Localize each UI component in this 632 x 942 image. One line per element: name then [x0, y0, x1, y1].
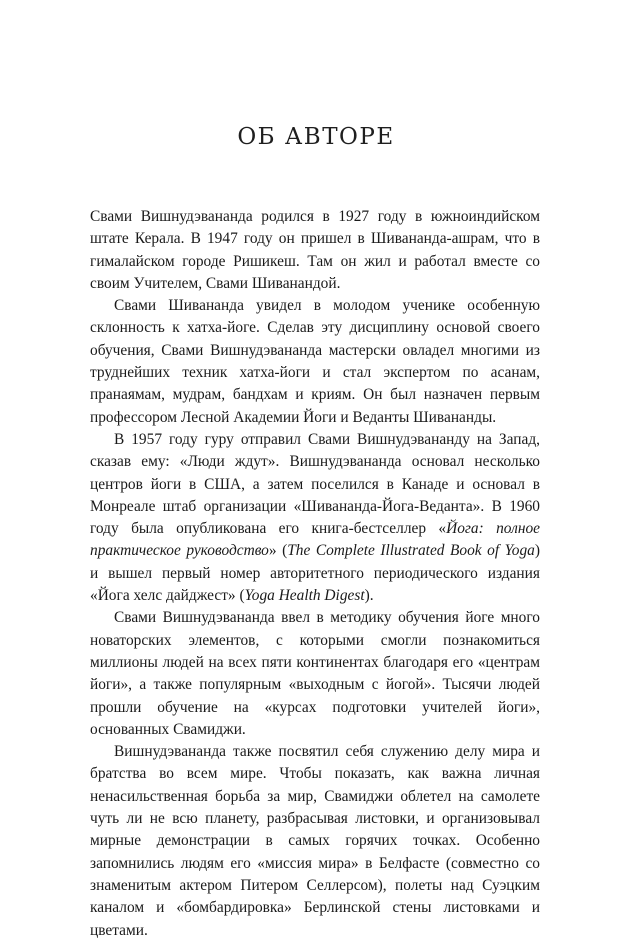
paragraph-2: Свами Шивананда увидел в молодом ученике особенную склонность к хатха-йоге. Сделав эту дисциплину основой своего обучения, Свами Вишнудэвананда мастерски овладел многими из труднейших техник хатха-йоги и стал экспертом по асанам, пранаямам, мудрам, бандхам и криям. Он был назначен первым профессором Лесной Академии Йоги и Веданты Шивананды.: [90, 297, 540, 426]
paragraph-3-text-b: » (: [268, 542, 288, 560]
chapter-title: ОБ АВТОРЕ: [237, 124, 395, 150]
paragraph-5: Вишнудэвананда также посвятил себя служению делу мира и братства во всем мире. Чтобы показать, как важна личная ненасильственная борьба за мир, Свамиджи облетел на самолете чуть ли не всю планету, разбрасывая листовки, и организовывал мирные демонстрации в самых горячих точках. Особенно запомнились людям его «миссия мира» в Белфасте (совместно со знаменитым актером Питером Селлерсом), полеты над Суэцким каналом и «бомбардировка» Берлинской стены листовками и цветами.: [90, 743, 540, 939]
book-title-ru: Йога: полное практическое руководство: [90, 520, 540, 560]
paragraph-3: [90, 429, 540, 607]
digest-title-en: Yoga Health Digest: [244, 587, 365, 605]
paragraph-4: Свами Вишнудэвананда ввел в методику обучения йоге много новаторских элементов, с которыми смогли познакомиться миллионы людей на всех пяти континентах благодаря его «центрам йоги», а также популярным «выходным с йогой». Тысячи людей прошли обучение на «курсах подготовки учителей йоги», основанных Свамиджи.: [90, 609, 540, 738]
paragraph-3-text-d: ).: [364, 587, 374, 605]
paragraph-1: Свами Вишнудэвананда родился в 1927 году в южноиндийском штате Керала. В 1947 году он пришел в Шивананда-ашрам, что в гималайском городе Ришикеш. Там он жил и работал вместе со своим Учителем, Свами Шиванандой.: [90, 208, 540, 292]
paragraph-3-text-c: ) и вышел первый номер авторитетного периодического издания «Йога хелс дайджест» (: [90, 542, 541, 605]
book-title-en: The Complete Illustrated Book of Yoga: [287, 542, 535, 560]
paragraph-3-text-a: В 1957 году гуру отправил Свами Вишнудэвананду на Запад, сказав ему: «Люди ждут». Вишнудэвананда основал несколько центров йоги в США, а затем поселился в Канаде и основал в Монреале штаб организации «Шивананда-Йога-Веданта». В 1960 году была опубликована его книга-бестселлер «: [90, 430, 540, 538]
chapter-body: [90, 206, 540, 942]
